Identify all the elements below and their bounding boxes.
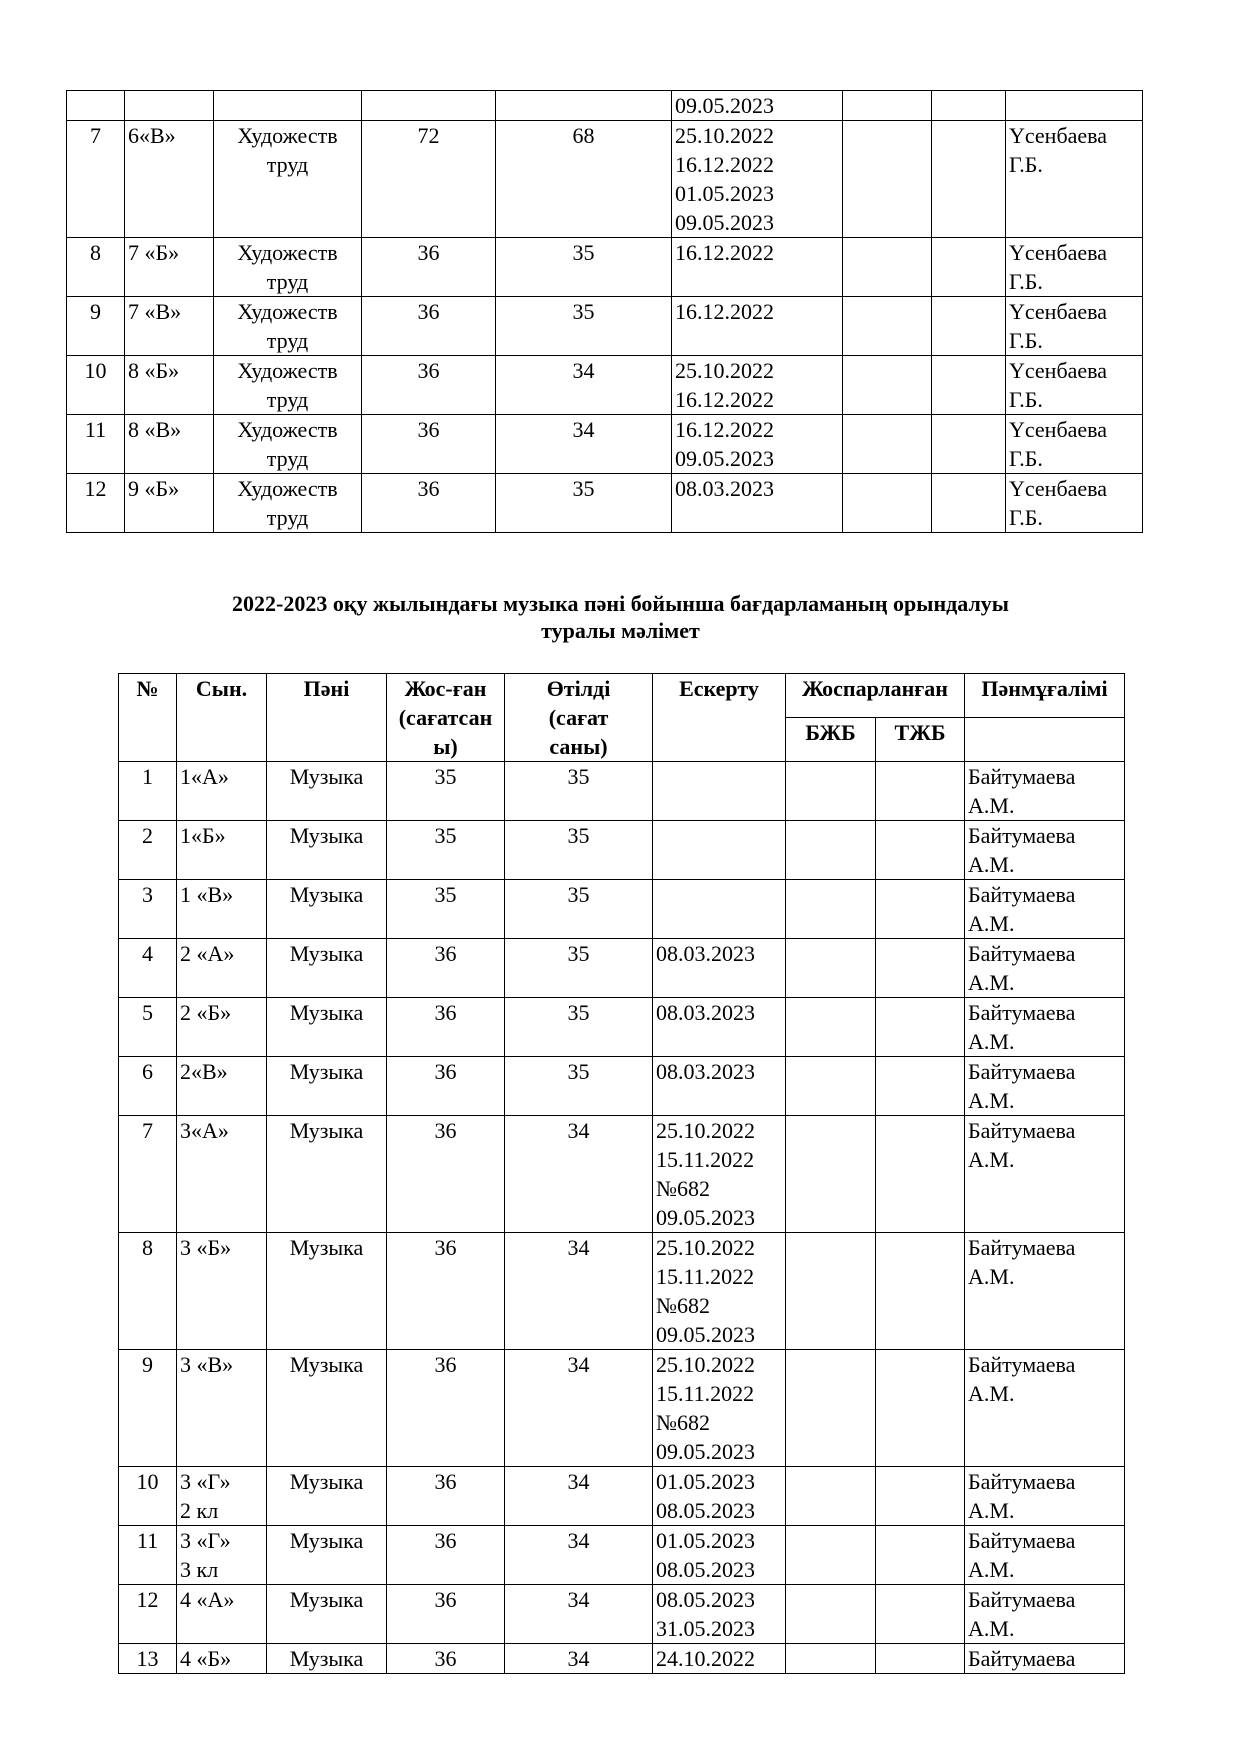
- note-cell: [653, 821, 786, 880]
- class-cell: 2«В»: [177, 1057, 267, 1116]
- header-done-hours: Өтілді (сағат саны): [505, 674, 653, 762]
- row-number: 11: [67, 415, 125, 474]
- note-cell: 25.10.2022 15.11.2022 №682 09.05.2023: [653, 1350, 786, 1467]
- empty-cell: [932, 91, 1006, 121]
- bjb-cell: [786, 1644, 876, 1674]
- subject-cell: Художеств труд: [214, 297, 362, 356]
- empty-cell: [843, 91, 932, 121]
- subject-cell: Музыка: [267, 1585, 387, 1644]
- tjb-cell: [876, 1233, 965, 1350]
- empty-cell: [932, 356, 1006, 415]
- row-number: 3: [119, 880, 177, 939]
- bjb-cell: [786, 939, 876, 998]
- art-labor-table: [66, 90, 1143, 533]
- row-number: 12: [67, 474, 125, 533]
- bjb-cell: [786, 821, 876, 880]
- tjb-cell: [876, 1467, 965, 1526]
- done-hours-cell: 35: [505, 998, 653, 1057]
- subject-cell: Музыка: [267, 821, 387, 880]
- teacher-cell: Үсенбаева Г.Б.: [1006, 415, 1143, 474]
- subject-cell: Художеств труд: [214, 474, 362, 533]
- section-heading: [0, 590, 1241, 644]
- planned-hours-cell: 36: [387, 1526, 505, 1585]
- row-number: 11: [119, 1526, 177, 1585]
- tjb-cell: [876, 1526, 965, 1585]
- bjb-cell: [786, 1350, 876, 1467]
- bjb-cell: [786, 1585, 876, 1644]
- table-row: [119, 1233, 1125, 1350]
- table-row: [67, 91, 1143, 121]
- bjb-cell: [786, 1116, 876, 1233]
- dates-cell: 09.05.2023: [672, 91, 843, 121]
- table-row: [67, 415, 1143, 474]
- teacher-cell: [1006, 91, 1143, 121]
- table-row: [119, 1467, 1125, 1526]
- note-cell: 01.05.2023 08.05.2023: [653, 1467, 786, 1526]
- teacher-cell: Байтумаева А.М.: [965, 1467, 1125, 1526]
- subject-cell: Художеств труд: [214, 238, 362, 297]
- music-program-table: [118, 673, 1125, 1674]
- done-hours-cell: 35: [496, 297, 672, 356]
- teacher-cell: Байтумаева А.М.: [965, 1585, 1125, 1644]
- subject-cell: Музыка: [267, 1644, 387, 1674]
- note-cell: 25.10.2022 15.11.2022 №682 09.05.2023: [653, 1116, 786, 1233]
- done-hours-cell: 35: [505, 880, 653, 939]
- header-teacher: Пәнмұғалімі: [965, 674, 1125, 718]
- done-hours-cell: 34: [505, 1585, 653, 1644]
- row-number: 1: [119, 762, 177, 821]
- teacher-cell: Үсенбаева Г.Б.: [1006, 297, 1143, 356]
- planned-hours-cell: 36: [362, 356, 496, 415]
- empty-cell: [843, 238, 932, 297]
- done-hours-cell: 34: [505, 1467, 653, 1526]
- done-hours-cell: 34: [496, 415, 672, 474]
- table-row: [119, 998, 1125, 1057]
- note-cell: [653, 880, 786, 939]
- header-bjb: БЖБ: [786, 718, 876, 762]
- row-number: 8: [67, 238, 125, 297]
- note-cell: 01.05.2023 08.05.2023: [653, 1526, 786, 1585]
- teacher-cell: Байтумаева А.М.: [965, 880, 1125, 939]
- planned-hours-cell: 36: [362, 474, 496, 533]
- subject-cell: Художеств труд: [214, 356, 362, 415]
- class-cell: 6«В»: [125, 121, 214, 238]
- heading-line-1: 2022-2023 оқу жылындағы музыка пәні бойынша бағдарламаның орындалуы: [232, 591, 1009, 616]
- done-hours-cell: [496, 91, 672, 121]
- class-cell: 3«А»: [177, 1116, 267, 1233]
- empty-cell: [843, 415, 932, 474]
- table-row: [67, 121, 1143, 238]
- teacher-cell: Байтумаева А.М.: [965, 762, 1125, 821]
- table-row: [119, 762, 1125, 821]
- tjb-cell: [876, 1350, 965, 1467]
- note-cell: 08.03.2023: [653, 1057, 786, 1116]
- empty-cell: [843, 474, 932, 533]
- table-row: [119, 1116, 1125, 1233]
- planned-hours-cell: 36: [387, 1116, 505, 1233]
- done-hours-cell: 34: [505, 1644, 653, 1674]
- class-cell: 3 «В»: [177, 1350, 267, 1467]
- tjb-cell: [876, 821, 965, 880]
- class-cell: 1«А»: [177, 762, 267, 821]
- table-row: [119, 880, 1125, 939]
- planned-hours-cell: 35: [387, 762, 505, 821]
- class-cell: 3 «Г» 2 кл: [177, 1467, 267, 1526]
- teacher-cell: Байтумаева А.М.: [965, 1233, 1125, 1350]
- table-row: [119, 821, 1125, 880]
- class-cell: 8 «Б»: [125, 356, 214, 415]
- table-row: [119, 939, 1125, 998]
- row-number: 9: [119, 1350, 177, 1467]
- class-cell: 1«Б»: [177, 821, 267, 880]
- header-row: [119, 674, 1125, 718]
- empty-cell: [932, 415, 1006, 474]
- table-row: [119, 1350, 1125, 1467]
- header-planned-group: Жоспарланған: [786, 674, 965, 718]
- heading-line-2: туралы мәлімет: [541, 618, 700, 643]
- subject-cell: Художеств труд: [214, 121, 362, 238]
- header-no: №: [119, 674, 177, 762]
- header-class: Сын.: [177, 674, 267, 762]
- done-hours-cell: 34: [505, 1350, 653, 1467]
- subject-cell: Музыка: [267, 1233, 387, 1350]
- class-cell: 7 «В»: [125, 297, 214, 356]
- teacher-cell: Байтумаева А.М.: [965, 1057, 1125, 1116]
- empty-cell: [932, 121, 1006, 238]
- header-planned-hours: Жос-ған (сағатсан ы): [387, 674, 505, 762]
- tjb-cell: [876, 1116, 965, 1233]
- table-row: [67, 238, 1143, 297]
- class-cell: 1 «В»: [177, 880, 267, 939]
- class-cell: 4 «Б»: [177, 1644, 267, 1674]
- tjb-cell: [876, 1644, 965, 1674]
- class-cell: 2 «Б»: [177, 998, 267, 1057]
- note-cell: 25.10.2022 15.11.2022 №682 09.05.2023: [653, 1233, 786, 1350]
- tjb-cell: [876, 880, 965, 939]
- table-row: [67, 474, 1143, 533]
- dates-cell: 16.12.2022: [672, 297, 843, 356]
- row-number: 6: [119, 1057, 177, 1116]
- subject-cell: Музыка: [267, 1057, 387, 1116]
- row-number: 10: [119, 1467, 177, 1526]
- done-hours-cell: 34: [505, 1233, 653, 1350]
- planned-hours-cell: 36: [387, 1644, 505, 1674]
- class-cell: [125, 91, 214, 121]
- tjb-cell: [876, 998, 965, 1057]
- teacher-cell: Үсенбаева Г.Б.: [1006, 238, 1143, 297]
- bjb-cell: [786, 998, 876, 1057]
- empty-cell: [932, 297, 1006, 356]
- bjb-cell: [786, 1467, 876, 1526]
- dates-cell: 08.03.2023: [672, 474, 843, 533]
- done-hours-cell: 35: [496, 474, 672, 533]
- empty-cell: [843, 121, 932, 238]
- subject-cell: Музыка: [267, 1350, 387, 1467]
- row-number: [67, 91, 125, 121]
- class-cell: 7 «Б»: [125, 238, 214, 297]
- planned-hours-cell: 36: [387, 1467, 505, 1526]
- table-row: [119, 1057, 1125, 1116]
- row-number: 13: [119, 1644, 177, 1674]
- planned-hours-cell: 36: [362, 238, 496, 297]
- teacher-cell: Байтумаева: [965, 1644, 1125, 1674]
- row-number: 4: [119, 939, 177, 998]
- dates-cell: 25.10.2022 16.12.2022: [672, 356, 843, 415]
- subject-cell: Музыка: [267, 1116, 387, 1233]
- row-number: 10: [67, 356, 125, 415]
- class-cell: 2 «А»: [177, 939, 267, 998]
- planned-hours-cell: 35: [387, 880, 505, 939]
- planned-hours-cell: 36: [387, 939, 505, 998]
- class-cell: 9 «Б»: [125, 474, 214, 533]
- tjb-cell: [876, 939, 965, 998]
- done-hours-cell: 34: [496, 356, 672, 415]
- bjb-cell: [786, 1233, 876, 1350]
- done-hours-cell: 35: [505, 762, 653, 821]
- bjb-cell: [786, 1057, 876, 1116]
- planned-hours-cell: 36: [387, 1350, 505, 1467]
- done-hours-cell: 68: [496, 121, 672, 238]
- done-hours-cell: 34: [505, 1116, 653, 1233]
- bjb-cell: [786, 1526, 876, 1585]
- row-number: 7: [119, 1116, 177, 1233]
- bjb-cell: [786, 762, 876, 821]
- table-row: [119, 1585, 1125, 1644]
- teacher-cell: Байтумаева А.М.: [965, 821, 1125, 880]
- teacher-cell: Үсенбаева Г.Б.: [1006, 474, 1143, 533]
- teacher-cell: Байтумаева А.М.: [965, 939, 1125, 998]
- row-number: 5: [119, 998, 177, 1057]
- dates-cell: 16.12.2022 09.05.2023: [672, 415, 843, 474]
- note-cell: 24.10.2022: [653, 1644, 786, 1674]
- empty-cell: [843, 297, 932, 356]
- planned-hours-cell: 36: [387, 1585, 505, 1644]
- class-cell: 8 «В»: [125, 415, 214, 474]
- row-number: 8: [119, 1233, 177, 1350]
- header-note: Ескерту: [653, 674, 786, 762]
- class-cell: 3 «Б»: [177, 1233, 267, 1350]
- subject-cell: Музыка: [267, 1526, 387, 1585]
- teacher-cell: Үсенбаева Г.Б.: [1006, 356, 1143, 415]
- subject-cell: Музыка: [267, 998, 387, 1057]
- done-hours-cell: 35: [496, 238, 672, 297]
- row-number: 12: [119, 1585, 177, 1644]
- subject-cell: Художеств труд: [214, 415, 362, 474]
- table-row: [67, 356, 1143, 415]
- class-cell: 3 «Г» 3 кл: [177, 1526, 267, 1585]
- teacher-cell: Байтумаева А.М.: [965, 998, 1125, 1057]
- note-cell: [653, 762, 786, 821]
- table-row: [119, 1526, 1125, 1585]
- done-hours-cell: 35: [505, 1057, 653, 1116]
- header-tjb: ТЖБ: [876, 718, 965, 762]
- planned-hours-cell: [362, 91, 496, 121]
- subject-cell: [214, 91, 362, 121]
- planned-hours-cell: 36: [387, 1057, 505, 1116]
- bjb-cell: [786, 880, 876, 939]
- done-hours-cell: 35: [505, 939, 653, 998]
- table-row: [119, 1644, 1125, 1674]
- empty-cell: [932, 474, 1006, 533]
- tjb-cell: [876, 762, 965, 821]
- done-hours-cell: 35: [505, 821, 653, 880]
- subject-cell: Музыка: [267, 880, 387, 939]
- planned-hours-cell: 72: [362, 121, 496, 238]
- teacher-cell: Байтумаева А.М.: [965, 1350, 1125, 1467]
- row-number: 7: [67, 121, 125, 238]
- teacher-cell: Байтумаева А.М.: [965, 1116, 1125, 1233]
- planned-hours-cell: 36: [362, 297, 496, 356]
- note-cell: 08.03.2023: [653, 939, 786, 998]
- header-subject: Пәні: [267, 674, 387, 762]
- teacher-cell: Байтумаева А.М.: [965, 1526, 1125, 1585]
- note-cell: 08.05.2023 31.05.2023: [653, 1585, 786, 1644]
- planned-hours-cell: 35: [387, 821, 505, 880]
- tjb-cell: [876, 1585, 965, 1644]
- dates-cell: 25.10.2022 16.12.2022 01.05.2023 09.05.2023: [672, 121, 843, 238]
- empty-cell: [965, 718, 1125, 762]
- subject-cell: Музыка: [267, 1467, 387, 1526]
- done-hours-cell: 34: [505, 1526, 653, 1585]
- dates-cell: 16.12.2022: [672, 238, 843, 297]
- subject-cell: Музыка: [267, 762, 387, 821]
- tjb-cell: [876, 1057, 965, 1116]
- row-number: 9: [67, 297, 125, 356]
- teacher-cell: Үсенбаева Г.Б.: [1006, 121, 1143, 238]
- note-cell: 08.03.2023: [653, 998, 786, 1057]
- row-number: 2: [119, 821, 177, 880]
- planned-hours-cell: 36: [387, 1233, 505, 1350]
- table-row: [67, 297, 1143, 356]
- class-cell: 4 «А»: [177, 1585, 267, 1644]
- subject-cell: Музыка: [267, 939, 387, 998]
- planned-hours-cell: 36: [387, 998, 505, 1057]
- empty-cell: [932, 238, 1006, 297]
- planned-hours-cell: 36: [362, 415, 496, 474]
- empty-cell: [843, 356, 932, 415]
